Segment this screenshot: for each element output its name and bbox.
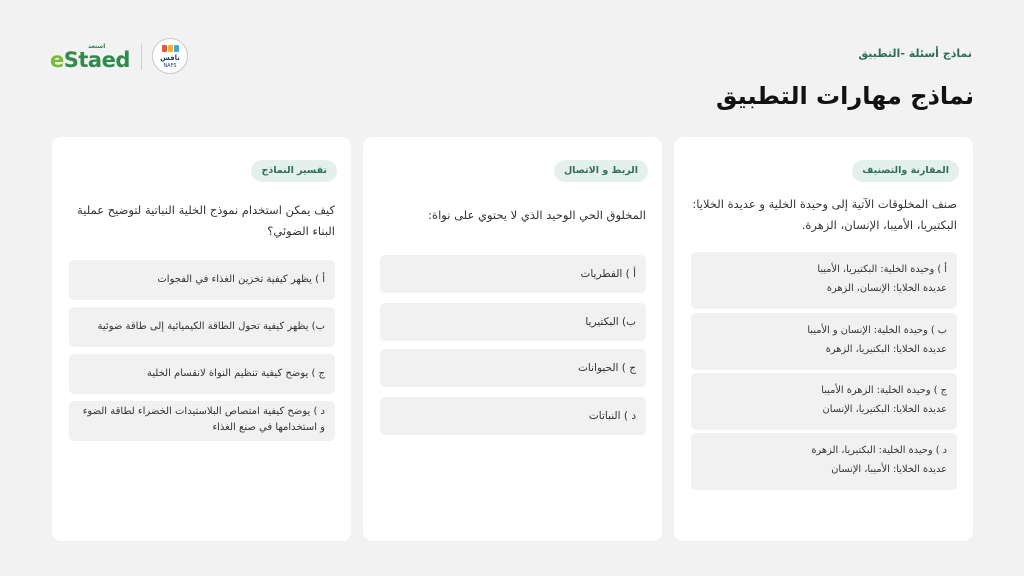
answer-option-d[interactable]: [691, 433, 957, 490]
nafs-logo-arabic: نافس: [160, 54, 180, 62]
question-text: صنف المخلوقات الآتية إلى وحيدة الخلية و عديدة الخلايا: البكتيريا، الأميبا، الإنسان، الزهرة.: [692, 197, 957, 232]
estaed-logo: [50, 42, 132, 72]
answer-option-line: أ ) وحيدة الخلية: البكتيريا، الأميبا: [817, 264, 947, 275]
nafs-logo-blocks-icon: [162, 45, 180, 53]
page-title: نماذج مهارات التطبيق: [716, 82, 974, 110]
skill-tag: تفسير النماذج: [251, 160, 337, 182]
logos: [48, 36, 198, 76]
estaed-logo-rest: Staed: [63, 48, 130, 72]
nafs-logo-english: NAFS: [163, 63, 177, 69]
logo-divider: [141, 44, 142, 70]
question-text: المخلوق الحي الوحيد الذي لا يحتوي على نواة:: [428, 208, 646, 222]
estaed-logo-small-text: استعد: [88, 43, 106, 50]
question-card-models: [52, 137, 351, 541]
answer-option-c[interactable]: ج ) يوضح كيفية تنظيم النواة لانقسام الخلية: [69, 354, 335, 394]
answer-option-line: عديدة الخلايا: البكتيريا، الزهرة: [825, 344, 947, 355]
estaed-logo-e: e: [50, 48, 64, 72]
answer-option-a[interactable]: أ ) يظهر كيفية تخزين الغذاء في الفجوات: [69, 260, 335, 300]
skill-tag: الربط و الاتصال: [554, 160, 648, 182]
question-card-classification: [674, 137, 973, 541]
breadcrumb: نماذج أسئلة -التطبيق: [858, 47, 972, 60]
answer-option-line: د ) وحيدة الخلية: البكتيريا، الزهرة: [811, 445, 947, 456]
answer-option-line: عديدة الخلايا: الإنسان، الزهرة: [826, 283, 947, 294]
answer-option-line: ج ) وحيدة الخلية: الزهرة الأميبا: [821, 385, 947, 396]
nafs-logo: [152, 38, 188, 74]
question-card-linking: [363, 137, 662, 541]
answer-option-c[interactable]: [691, 373, 957, 430]
estaed-logo-word: [50, 48, 130, 72]
answer-option-d[interactable]: د ) يوضح كيفية امتصاص البلاستيدات الخضراء لطاقة الضوء و استخدامها في صنع الغذاء: [69, 401, 335, 441]
answer-option-a[interactable]: [691, 252, 957, 309]
answer-option-line: ب ) وحيدة الخلية: الإنسان و الأميبا: [807, 325, 947, 336]
question-text: كيف يمكن استخدام نموذج الخلية النباتية لتوضيح عملية البناء الضوئي؟: [77, 203, 335, 238]
answer-option-a[interactable]: أ ) الفطريات: [380, 255, 646, 293]
answer-option-b[interactable]: ب) يظهر كيفية تحول الطاقة الكيميائية إلى طاقة ضوئية: [69, 307, 335, 347]
skill-tag: المقارنة والتصنيف: [852, 160, 959, 182]
answer-option-d[interactable]: د ) النباتات: [380, 397, 646, 435]
answer-option-c[interactable]: ج ) الحيوانات: [380, 349, 646, 387]
answer-option-line: عديدة الخلايا: الأميبا، الإنسان: [831, 464, 947, 475]
answer-option-b[interactable]: ب) البكتيريا: [380, 303, 646, 341]
answer-option-b[interactable]: [691, 313, 957, 370]
answer-option-line: عديدة الخلايا: البكتيريا، الإنسان: [822, 404, 947, 415]
